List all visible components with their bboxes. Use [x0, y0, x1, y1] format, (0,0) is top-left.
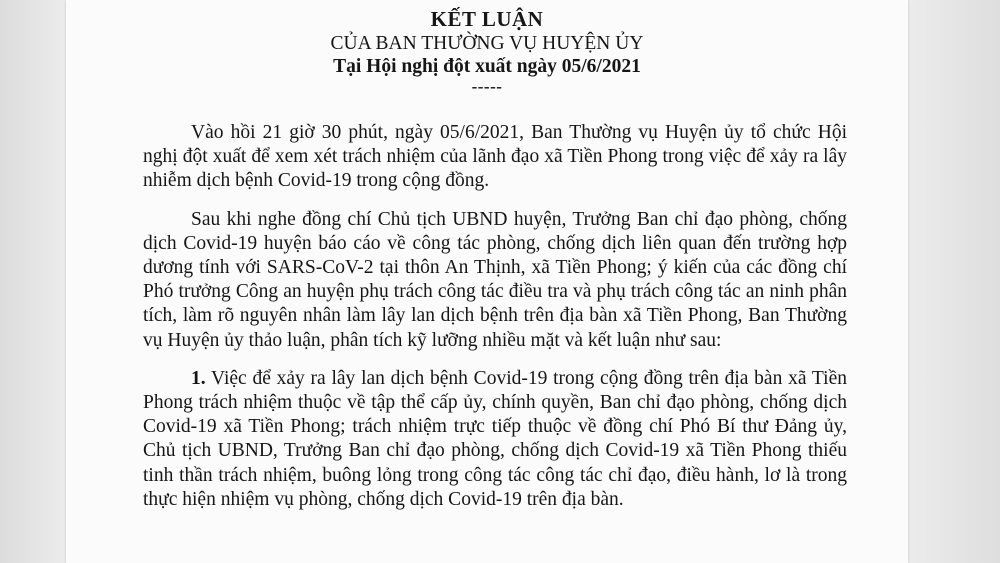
meeting-line: Tại Hội nghị đột xuất ngày 05/6/2021 — [333, 56, 641, 77]
document-header — [66, 6, 908, 94]
page-background-right — [908, 0, 1000, 563]
item-number: 1. — [191, 367, 206, 389]
page-background-left — [0, 0, 66, 563]
document-subtitle: CỦA BAN THƯỜNG VỤ HUYỆN ỦY — [330, 33, 644, 54]
document-body — [143, 121, 847, 512]
paragraph-intro: Vào hồi 21 giờ 30 phút, ngày 05/6/2021, Ban Thường vụ Huyện ủy tổ chức Hội nghị đột xuất để xem xét trách nhiệm của lãnh đạo xã Tiền Phong trong việc để xảy ra lây nhiễm dịch bệnh Covid-19 trong cộng đồng. — [143, 122, 847, 192]
conclusion-item — [143, 367, 847, 512]
paragraph-context: Sau khi nghe đồng chí Chủ tịch UBND huyện, Trưởng Ban chỉ đạo phòng, chống dịch Covid-19 huyện báo cáo về công tác phòng, chống dịch liên quan đến trường hợp dương tính với SARS-CoV-2 tại thôn An Thịnh, xã Tiền Phong; ý kiến của các đồng chí Phó trưởng Công an huyện phụ trách công tác điều tra và phụ trách công tác an ninh phân tích, làm rõ nguyên nhân làm lây lan dịch bệnh trên địa bàn xã Tiền Phong, Ban Thường vụ Huyện ủy thảo luận, phân tích kỹ lưỡng nhiều mặt và kết luận như sau: — [143, 208, 847, 351]
item-text: Việc để xảy ra lây lan dịch bệnh Covid-19 trong cộng đồng trên địa bàn xã Tiền Phong trách nhiệm thuộc về tập thể cấp ủy, chính quyền, Ban chỉ đạo phòng, chống dịch Covid-19 xã Tiền Phong; trách nhiệm trực tiếp thuộc về đồng chí Phó Bí thư Đảng ủy, Chủ tịch UBND, Trưởng Ban chỉ đạo phòng, chống dịch Covid-19 xã Tiền Phong thiếu tinh thần trách nhiệm, buông lỏng trong công tác công tác chỉ đạo, điều hành, lơ là trong thực hiện nhiệm vụ phòng, chống dịch Covid-19 trên địa bàn. — [143, 367, 847, 510]
header-divider: ----- — [471, 77, 503, 96]
document-title: KẾT LUẬN — [430, 7, 544, 31]
